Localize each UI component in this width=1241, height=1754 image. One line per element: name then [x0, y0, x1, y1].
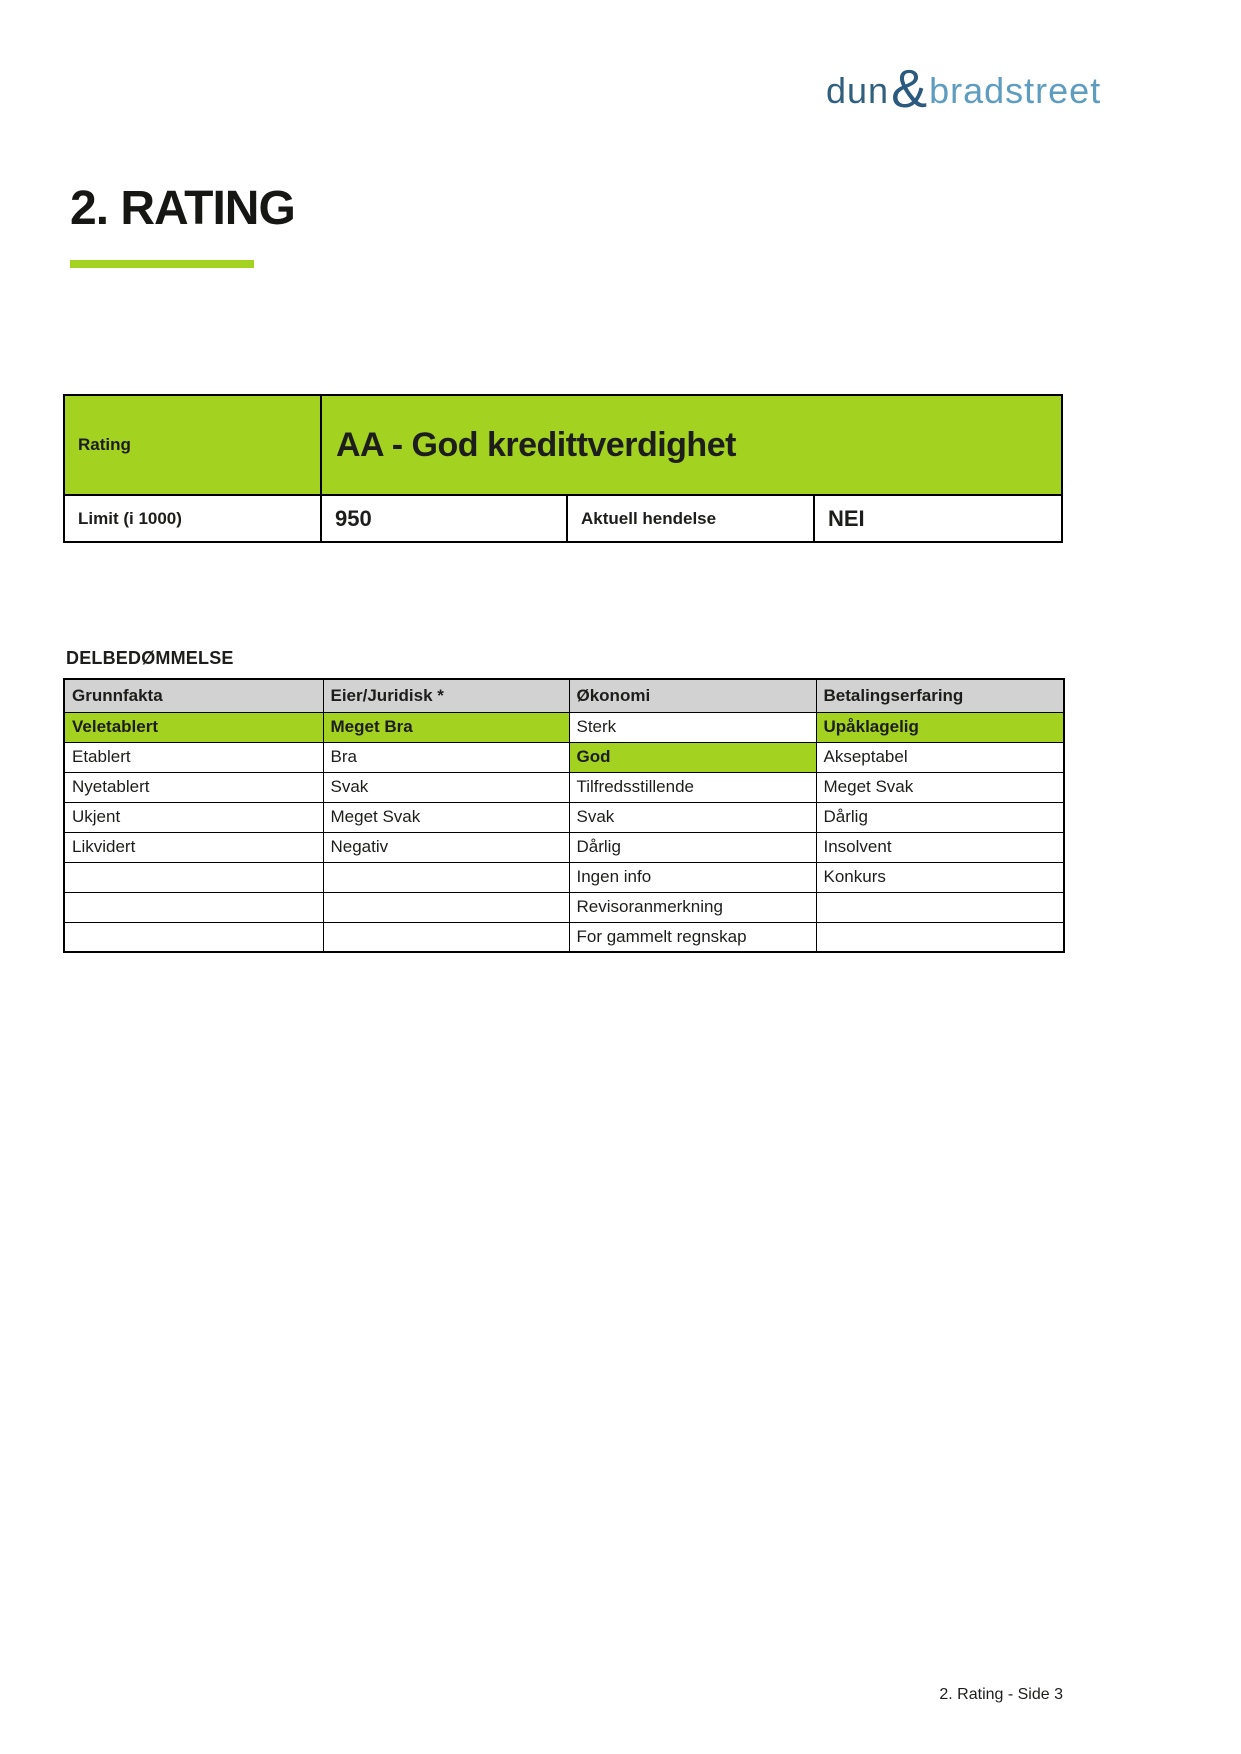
assessment-section-title: DELBEDØMMELSE: [66, 648, 234, 668]
assessment-cell: [323, 892, 569, 922]
assessment-cell: [64, 922, 323, 952]
assessment-cell: Upåklagelig: [816, 712, 1064, 742]
current-event-value: NEI: [828, 505, 865, 531]
rating-detail-row: [65, 496, 1061, 541]
assessment-cell: For gammelt regnskap: [569, 922, 816, 952]
assessment-cell: [323, 862, 569, 892]
page-footer: 2. Rating - Side 3: [939, 1686, 1063, 1703]
logo-word-dun: dun: [826, 70, 890, 111]
assessment-row: [64, 742, 1064, 772]
current-event-label: Aktuell hendelse: [568, 496, 815, 541]
assessment-cell: [816, 922, 1064, 952]
assessment-row: [64, 862, 1064, 892]
assessment-cell: Veletablert: [64, 712, 323, 742]
assessment-cell: Akseptabel: [816, 742, 1064, 772]
limit-label: Limit (i 1000): [65, 496, 322, 541]
assessment-cell: [323, 922, 569, 952]
assessment-cell: Meget Bra: [323, 712, 569, 742]
assessment-cell: Svak: [569, 802, 816, 832]
assessment-cell: Sterk: [569, 712, 816, 742]
assessment-cell: Negativ: [323, 832, 569, 862]
page-title: 2. RATING: [70, 182, 295, 235]
assessment-row: [64, 922, 1064, 952]
assessment-cell: Nyetablert: [64, 772, 323, 802]
assessment-cell: Ukjent: [64, 802, 323, 832]
assessment-column-header: Eier/Juridisk *: [323, 679, 569, 712]
assessment-cell: Revisoranmerkning: [569, 892, 816, 922]
assessment-row: [64, 832, 1064, 862]
assessment-cell: Bra: [323, 742, 569, 772]
rating-value: AA - God kredittverdighet: [336, 425, 736, 464]
title-underline-bar: [70, 260, 254, 268]
assessment-cell: Meget Svak: [323, 802, 569, 832]
assessment-cell: Meget Svak: [816, 772, 1064, 802]
limit-value: 950: [322, 496, 568, 541]
assessment-column-header: Økonomi: [569, 679, 816, 712]
assessment-cell: Konkurs: [816, 862, 1064, 892]
assessment-column-header: Grunnfakta: [64, 679, 323, 712]
assessment-cell: [64, 862, 323, 892]
assessment-cell: Svak: [323, 772, 569, 802]
assessment-cell: Etablert: [64, 742, 323, 772]
assessment-cell: [64, 892, 323, 922]
rating-summary-table: [63, 394, 1063, 543]
logo-word-bradstreet: bradstreet: [929, 70, 1102, 111]
assessment-header-row: [64, 679, 1064, 712]
logo-ampersand-icon: &: [891, 59, 928, 119]
assessment-cell: Likvidert: [64, 832, 323, 862]
assessment-cell: Insolvent: [816, 832, 1064, 862]
assessment-row: [64, 892, 1064, 922]
assessment-cell: God: [569, 742, 816, 772]
assessment-cell: Tilfredsstillende: [569, 772, 816, 802]
rating-header-row: [65, 396, 1061, 496]
dun-bradstreet-logo: [826, 58, 1102, 119]
assessment-cell: Ingen info: [569, 862, 816, 892]
assessment-cell: [816, 892, 1064, 922]
rating-label: Rating: [65, 396, 322, 494]
assessment-row: [64, 712, 1064, 742]
assessment-table: [63, 678, 1065, 953]
assessment-cell: Dårlig: [816, 802, 1064, 832]
assessment-row: [64, 772, 1064, 802]
assessment-row: [64, 802, 1064, 832]
assessment-cell: Dårlig: [569, 832, 816, 862]
assessment-column-header: Betalingserfaring: [816, 679, 1064, 712]
